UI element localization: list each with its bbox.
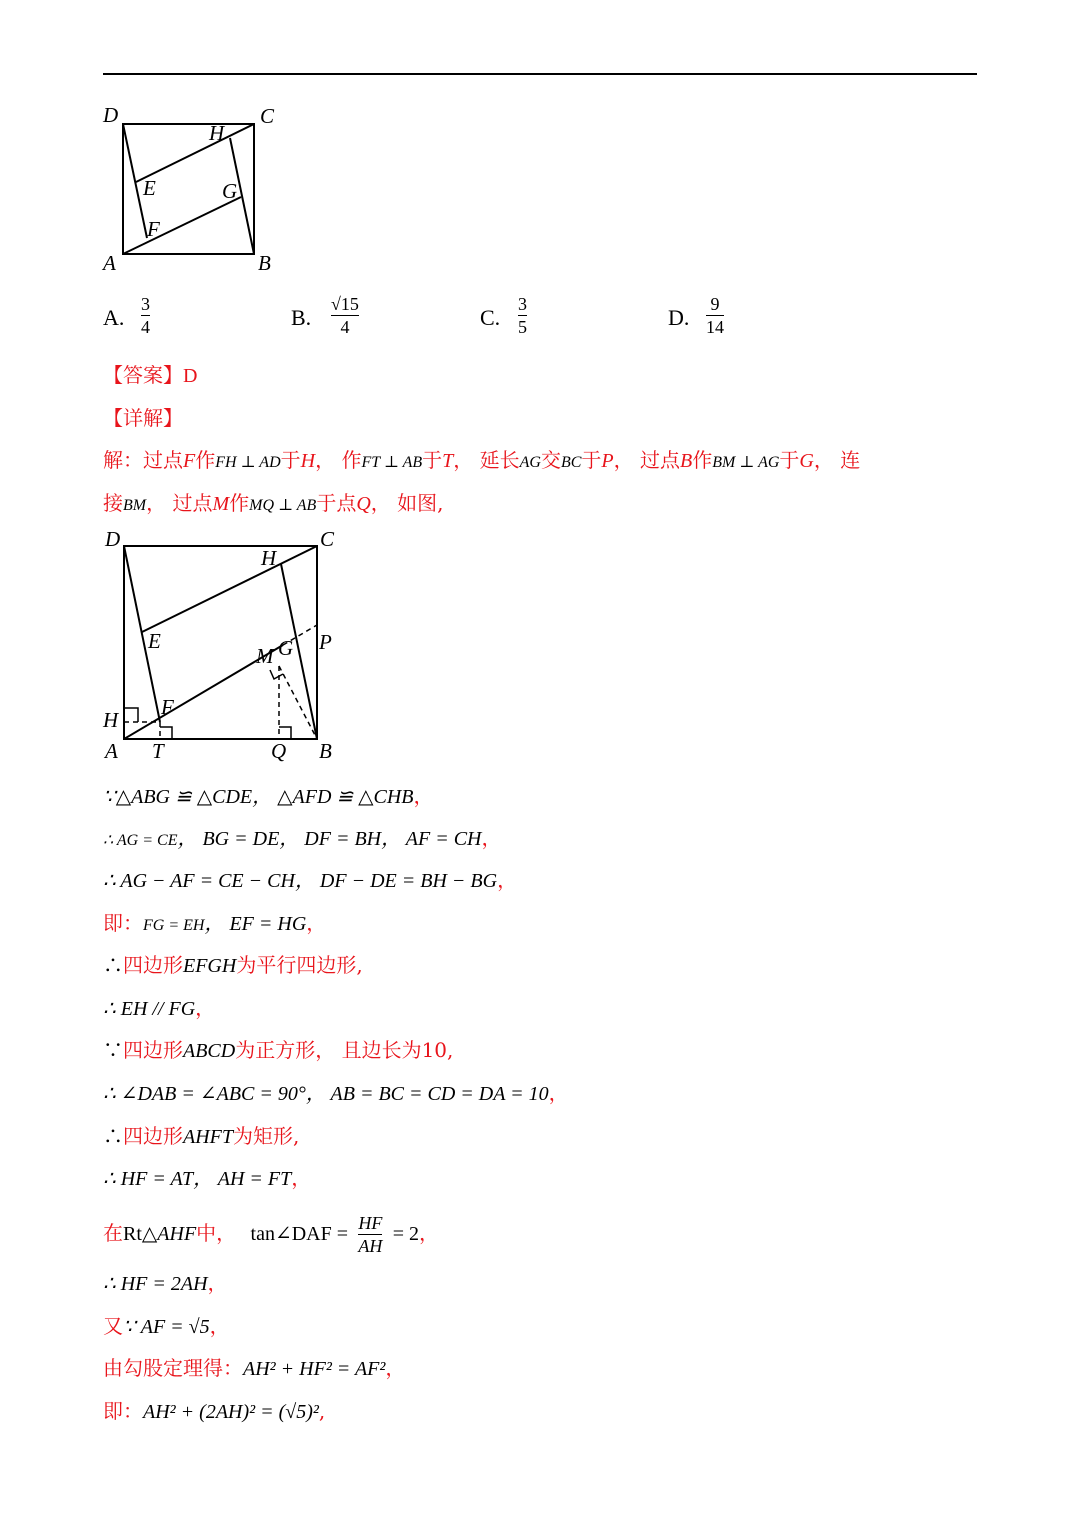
step-2: ∴ AG = CE， BG = DE， DF = BH， AF = CH， [103,826,502,850]
step-1: ∵△ABG ≌ △CDE， △AFD ≌ △CHB， [103,784,434,808]
label2-t: T [152,739,164,763]
option-b-letter: B. [291,305,312,330]
option-a-fraction: 3 4 [141,294,150,337]
segment-bm-dashed [279,666,317,739]
label2-h-left: H [103,708,119,732]
label2-p: P [319,630,332,654]
step-3: ∴ AG − AF = CE − CH， DF − DE = BH − BG， [103,868,518,892]
right-angle-m [270,670,283,679]
label-f: F [147,217,160,241]
step-11: 在Rt△AHF中， tan∠DAF = $\frac{HF}{AH}$ = 2， [103,1213,440,1256]
step-12: ∴ HF = 2AH， [103,1271,228,1295]
step-9: ∴四边形AHFT为矩形, [103,1124,300,1148]
step-10: ∴ HF = AT， AH = FT， [103,1166,312,1190]
label2-g: G [278,636,294,660]
segment-ce-2 [142,546,317,632]
label-h: H [209,121,225,145]
label2-b: B [319,739,332,763]
answer-label: 【答案】 [103,363,183,387]
label-b: B [258,251,271,275]
option-d-letter: D. [668,305,690,330]
detail-label: 【详解】 [103,406,183,430]
solution-intro-line-1: 解：过点F作FH ⊥ AD于H， 作FT ⊥ AB于T， 延长AG交BC于P， 过点B作BM ⊥ AG于G， 连 [103,448,861,472]
step-7: ∵四边形ABCD为正方形， 且边长为10, [103,1038,454,1062]
step-6: ∴ EH // FG， [103,996,216,1020]
figure-solution-construction [95,522,355,767]
step-8: ∴ ∠DAB = ∠ABC = 90°， AB = BC = CD = DA = 10， [103,1081,569,1105]
answer-line [103,359,197,388]
option-d-fraction: 9 14 [706,294,724,337]
option-b-fraction: √15 4 [331,294,359,337]
label2-d: D [105,527,121,551]
label2-c: C [320,527,335,551]
label2-q: Q [271,739,287,763]
label2-m: M [256,644,274,668]
label2-a: A [105,739,118,763]
option-c-letter: C. [480,305,501,330]
label-c: C [260,104,275,128]
label-e: E [143,176,156,200]
right-angle-h [124,708,138,722]
solution-intro-line-2: 接BM， 过点M作MQ ⊥ AB于点Q， 如图, [103,491,444,515]
label2-h-top: H [261,546,277,570]
option-a-letter: A. [103,305,125,330]
step-4: 即：FG = EH， EF = HG， [103,911,327,935]
step-13: 又∵ AF = √5， [103,1314,230,1338]
step-14: 由勾股定理得：AH² + HF² = AF²， [103,1356,406,1380]
option-c-fraction: 3 5 [518,294,527,337]
label-g: G [222,179,238,203]
label-a: A [103,251,116,275]
right-angle-q [279,727,291,739]
step-5: ∴四边形EFGH为平行四边形, [103,953,363,977]
label2-f: F [161,695,174,719]
figure-square-abcd [95,100,285,280]
right-angle-t [160,727,172,739]
step-15: 即：AH² + (2AH)² = (√5)², [103,1399,326,1423]
label-d: D [103,103,119,127]
label2-e: E [148,629,161,653]
answer-value: D [183,365,198,387]
header-rule [103,73,977,75]
